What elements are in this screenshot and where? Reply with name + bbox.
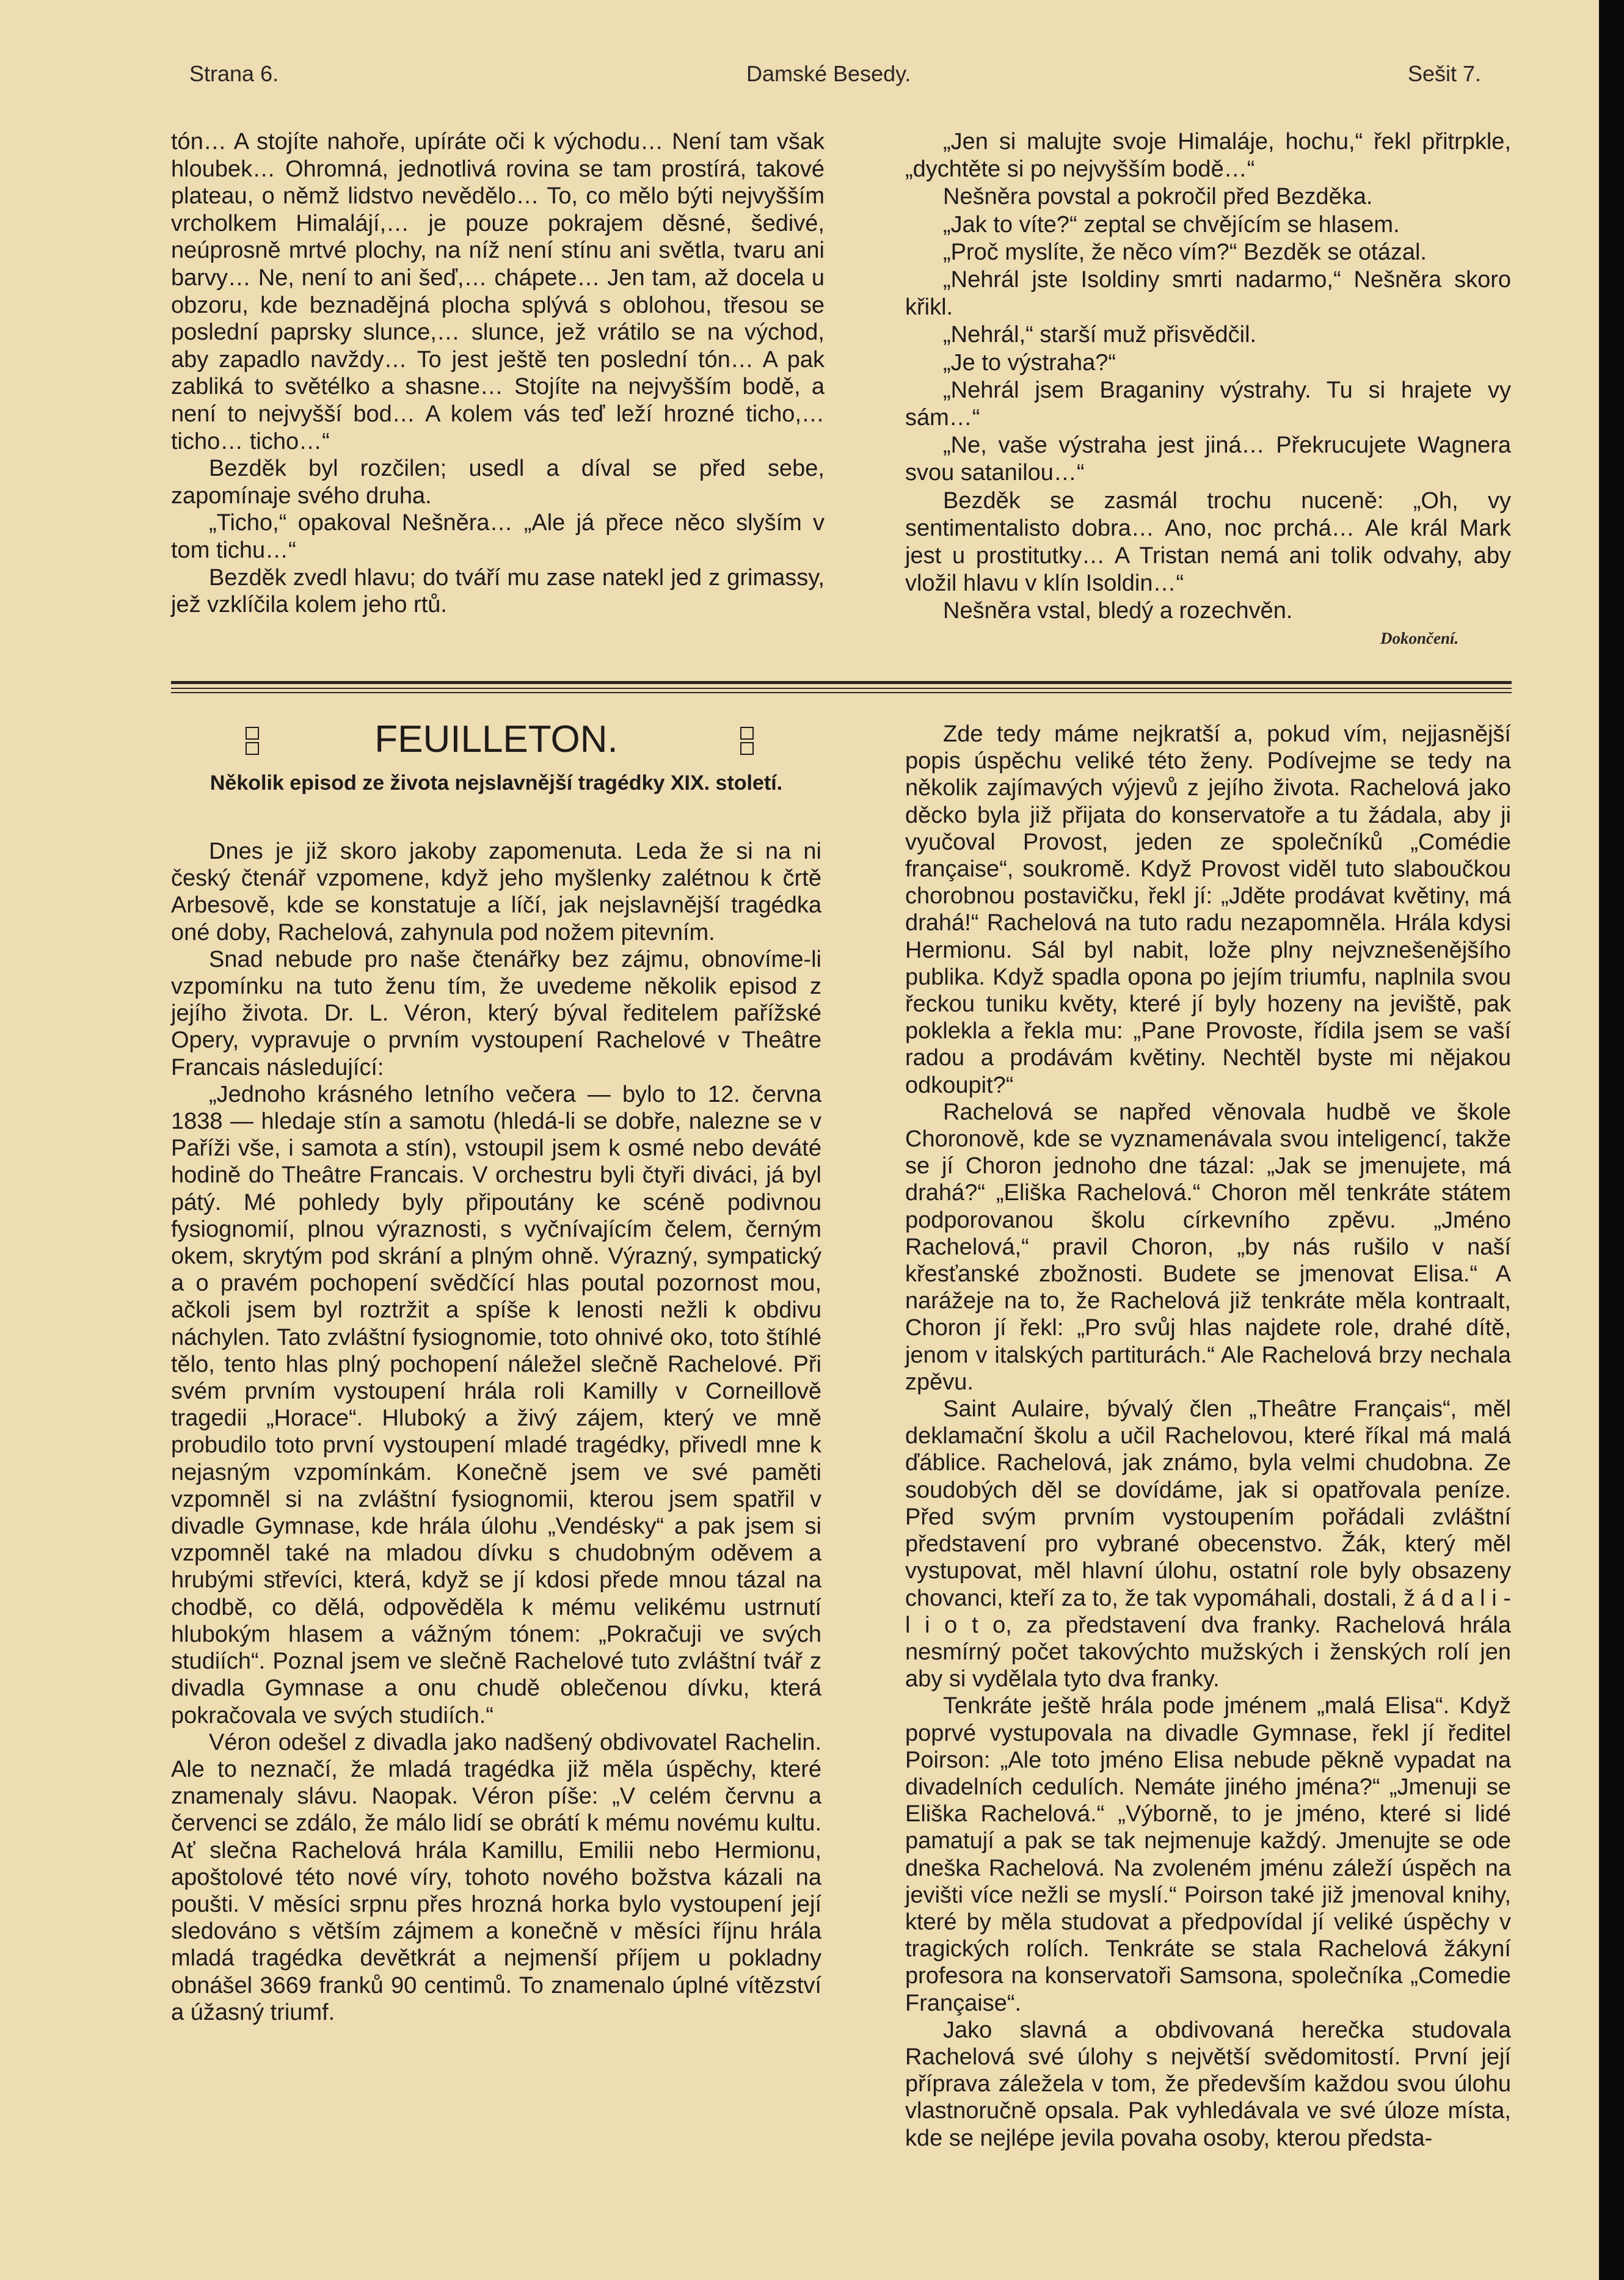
scan-border [1599,0,1624,2280]
story-paragraph: „Nehrál jste Isoldiny smrti nadarmo,“ Nešněra skoro křikl. [905,267,1511,321]
article-subtitle: Několik episod ze života nejslavnější tragédky XIX. století. [209,771,783,795]
article-paragraph: Zde tedy máme nejkratší a, pokud vím, nejjasnější popis úspěchu veliké této ženy. Podívejme se tedy na několik zajímavých výjevů z jejího života. Rachelová jako děcko byla již přijata do konservatoře a tu žádala, aby ji vyučoval Provost, jeden ze společníků „Comédie française“, soukromě. Když Provost viděl tuto slaboučkou chorobnou postavičku, řekl jí: „Jděte prodávat květiny, má drahá!“ Rachelová na tuto radu nezapomněla. Hrála kdysi Hermionu. Sál byl nabit, lože plny nejvznešenějšího publika. Když spadla opona po jejím triumfu, naplnila svou řeckou tuniku květy, které jí byly hozeny na jeviště, pak poklekla a řekla mu: „Pane Provoste, řídila jsem se vaší radou a prodávám květiny. Nechtěl byste mi nějakou odkoupit?“ [905,721,1511,1098]
article-paragraph: Dnes je již skoro jakoby zapomenuta. Leda že si na ni český čtenář vzpomene, když jeho myšlenky zalétnou k črtě Arbesově, kde se konstatuje a líčí, jak nejslavnější tragédka oné doby, Rachelová, zahynula pod nožem pitevním. [171,839,821,945]
article-paragraph: Véron odešel z divadla jako nadšený obdivovatel Rachelin. Ale to neznačí, že mladá tragédka již měla úspěchy, které znamenaly slávu. Naopak. Véron píše: „V celém červnu a červenci se zdálo, že málo lidí se obrátí k mému novému kultu. Ať slečna Rachelová hrála Kamillu, Emilii nebo Hermionu, apoštolové této nové víry, tohoto nového božstva kázali na poušti. V měsíci srpnu přes hrozná horka bylo vystoupení její sledováno s větším zájmem a konečně v měsíci říjnu hrála mladá tragédka devětkrát a nejmenší příjem u pokladny obnášel 3669 franků 90 centimů. To znamenalo úplné vítězství a úžasný triumf. [171,1729,821,2025]
issue-number: Sešit 7. [1408,61,1482,86]
article-paragraph: „Jednoho krásného letního večera — bylo to 12. června 1838 — hledaje stín a samotu (hledá-li se dobře, nalezne se v Paříži vše, i samota a stín), vstoupil jsem k osmé nebo deváté hodině do Theâtre Francais. V orchestru byli čtyři diváci, já byl pátý. Mé pohledy byly připoutány ke scéně podivnou fysiognomií, plnou výraznosti, s vyčnívajícím čelem, černým okem, skrytým pod skrání a plným ohně. Výrazný, sympatický a o pravém pochopení svědčící hlas poutal pozornost mou, ačkoli jsem byl roztržit a spíše k lenosti nežli k obdivu náchylen. Tato zvláštní fysiognomie, toto ohnivé oko, toto štíhlé tělo, tento hlas plný pochopení náležel slečně Rachelové. Při svém prvním vystoupení hrála roli Kamilly v Corneillově tragedii „Horace“. Hluboký a živý zájem, který ve mně probudilo toto první vystoupení mladé tragédky, přivedl mne k nejasným vzpomínkám. Konečně jsem ve své paměti vzpomněl si na zvláštní fysiognomii, kterou jsem spatřil v divadle Gymnase, kde hrála úlohu „Vendésky“ a pak jsem si vzpomněl také na mladou dívku s chudobným oděvem a hrubými střevíci, která, když se jí kdosi předе mnou tázal na chodbě, co dělá, odpověděla k mému velikému ustrnutí hlubokým hlasem a vážným tónem: „Pokračuji ve svých studiích“. Poznal jsem ve slečně Rachelové tuto zvláštní tvář z divadla Gymnase a onu chudě oblečenou dívku, která pokračovala ve svých studiích.“ [171,1081,821,1728]
continuation-note: Dokončení. [1380,629,1459,647]
article-paragraph: Jako slavná a obdivovaná herečka studovala Rachelová své úlohy s největší svědomitostí. První její příprava záležela v tom, že především každou svou úlohu vlastnoručně opsala. Pak vyhledávala ve své úloze místa, kde se nejlépe jevila povaha osoby, kterou předsta- [905,2017,1511,2151]
story-column-right [905,128,1511,625]
story-paragraph: Nešněra povstal a pokročil před Bezděka. [943,184,1373,210]
section-divider [171,688,1512,689]
story-paragraph: „Je to výstraha?“ [943,349,1116,376]
story-column-left [171,128,825,619]
story-paragraph: „Proč myslíte, že něco vím?“ Bezděk se otázal. [943,239,1427,265]
story-paragraph: Bezděk byl rozčilen; usedl a díval se před sebe, zapomínaje svého druha. [171,456,825,509]
article-column-right [905,721,1511,2152]
magazine-title: Damské Besedy. [746,61,911,86]
page-number: Strana 6. [189,61,279,86]
article-paragraph: Tenkráte ještě hrála pode jménem „malá Elisa“. Když poprvé vystupovala na divadle Gymnase, řekl jí ředitel Poirson: „Ale toto jméno Elisa nebude pěkně vypadat na divadelních cedulích. Nemáte jiného jména?“ „Jmenuji se Eliška Rachelová.“ „Výborně, to je jméno, které si lidé pamatují a pak se tak nejmenuje každý. Jmenujte se ode dneška Rachelová. Na zvoleném jménu záleží úspěch na jevišti více nežli se myslí.“ Poirson také již jmenoval knihy, které by měla studovat a předpovídal jí veliké úspěchy v tragických rolích. Tenkráte se stala Rachelová žákyní profesora na konservatoři Samsona, společníka „Comedie Française“. [905,1693,1511,2016]
story-paragraph: Nešněra vstal, bledý a rozechvěn. [943,598,1293,624]
story-paragraph: Bezděk zvedl hlavu; do tváří mu zase natekl jed z grimassy, jež vzklíčila kolem jeho rtů. [171,564,825,618]
story-paragraph: „Ne, vaše výstraha jest jiná… Překrucujete Wagnera svou satanilou…“ [905,432,1511,486]
story-paragraph: „Jak to víte?“ zeptal se chvějícím se hlasem. [943,211,1400,238]
section-divider [171,692,1512,693]
article-paragraph: Rachelová se napřed věnovala hudbě ve škole Choronově, kde se vyznamenávala svou inteligencí, takže se jí Choron jednoho dne tázal: „Jak se jmenujete, má drahá?“ „Eliška Rachelová.“ Choron měl tenkráte státem podporovanou školu církevního zpěvu. „Jméno Rachelová,“ pravil Choron, „by nás rušilo v naší křesťanské zbožnosti. Budete se jmenovat Elisa.“ A narážeje na to, že Rachelová již tenkráte měla kontraalt, Choron jí řekl: „Pro svůj hlas najdete role, drahé dítě, jenom v italských partiturách.“ Ale Rachelová brzy nechala zpěvu. [905,1099,1511,1395]
article-column-left [171,838,821,2026]
ornament-icon [740,727,754,754]
story-paragraph: „Nehrál,“ starší muž přisvědčil. [943,322,1257,348]
feuilleton-heading: FEUILLETON. [374,718,618,760]
story-paragraph: „Jen si malujte svoje Himaláje, hochu,“ řekl přitrpkle, „dychtěte si po nejvyšším bodě…“ [905,129,1511,183]
article-paragraph: Saint Aulaire, bývalý člen „Theâtre Français“, měl deklamační školu a učil Rachelovou, které říkal má malá ďáblice. Rachelová, jak známo, byla velmi chudobna. Ze soudobých děl se dovídáme, jak si opatřovala peníze. Před svým prvním vystoupením pořádali zvláštní představení pro vybrané obecenstvo. Žák, který měl vystupovat, měl hlavní úlohu, ostatní role byly obsazeny chovanci, kteří za to, že tak vypomáhali, dostali, ž á d a l i - l i o t o, za představení dva franky. Rachelová hrála nesmírný počet takovýchto mužských i ženských rolí jen aby si vydělala tyto dva franky. [905,1396,1511,1692]
story-paragraph: tón… A stojíte nahoře, upíráte oči k východu… Není tam však hloubek… Ohromná, jednotlivá rovina se tam prostírá, takové plateau, o němž lidstvo nevědělo… To, co mělo býti nejvyšším vrcholkem Himalájí,… je pouze pokrajem děsné, šedivé, neúprosně mrtvé plochy, na níž není stínu ani světla, tvaru ani barvy… Ne, není to ani šeď,… chápete… Jen tam, až docela u obzoru, kde beznadějná plocha splývá s oblohou, třesou se poslední paprsky slunce,… slunce, jež vrátilo se na východ, aby zapadlo navždy… To jest ještě ten poslední tón… A pak zabliká to světélko a shasne… Stojíte na nejvyšším bodě, a není to nejvyšší bod… A kolem vás teď leží hrozné ticho,… ticho… ticho…“ [171,129,825,454]
story-paragraph: Bezděk se zasmál trochu nuceně: „Oh, vy sentimentalisto dobra… Ano, noc prchá… Ale král Mark jest u prostitutky… A Tristan nemá ani tolik odvahy, aby vložil hlavu v klín Isoldin…“ [905,487,1511,597]
section-divider [171,681,1512,684]
story-paragraph: „Nehrál jsem Braganiny výstrahy. Tu si hrajete vy sám…“ [905,377,1511,431]
story-paragraph: „Ticho,“ opakoval Nešněra… „Ale já přece něco slyším v tom tichu…“ [171,510,825,563]
article-paragraph: Snad nebude pro naše čtenářky bez zájmu, obnovíme-li vzpomínku na tuto ženu tím, že uvedeme několik episod z jejího života. Dr. L. Véron, který býval ředitelem pařížské Opery, vypravuje o prvním vystoupení Rachelové v Theâtre Francais následující: [171,946,821,1080]
